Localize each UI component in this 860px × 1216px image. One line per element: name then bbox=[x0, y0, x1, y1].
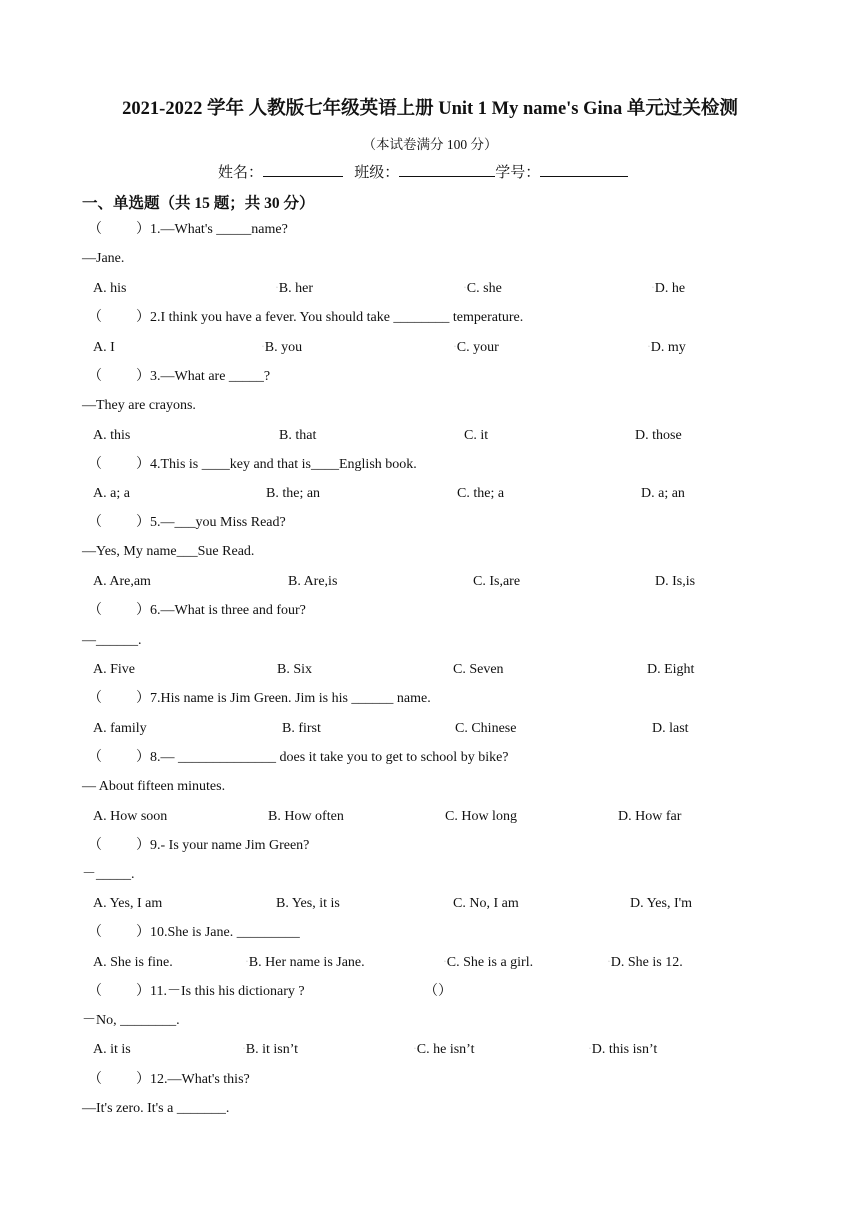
name-blank[interactable] bbox=[263, 162, 343, 177]
option-a[interactable]: A. Five bbox=[93, 662, 135, 677]
option-c[interactable]: C. the; a bbox=[457, 486, 505, 501]
question-8-stem: （ ）8.— ______________ does it take you to get to school by bike? bbox=[88, 750, 509, 765]
option-a[interactable]: A. it is bbox=[93, 1042, 131, 1057]
option-a[interactable]: A. this bbox=[93, 428, 131, 443]
option-c[interactable]: ▫C. your bbox=[454, 340, 499, 355]
option-a[interactable]: A. She is fine. bbox=[93, 955, 173, 970]
answer-paren[interactable]: （ bbox=[88, 984, 102, 999]
answer-paren[interactable]: （ bbox=[88, 691, 102, 706]
option-a[interactable]: A. his bbox=[93, 281, 127, 296]
option-c[interactable]: C. Is,are bbox=[473, 574, 521, 589]
section-heading: 一、单选题（共 15 题；共 30 分） bbox=[82, 195, 315, 212]
option-d[interactable]: D. Yes, I'm bbox=[630, 896, 693, 911]
option-d[interactable]: D. a; an bbox=[641, 486, 685, 501]
question-3-stem: （ ）3.—What are _____? bbox=[88, 369, 271, 384]
option-b[interactable]: B. How often bbox=[268, 809, 344, 824]
answer-paren[interactable]: （ bbox=[88, 1072, 102, 1087]
answer-paren[interactable]: （ bbox=[88, 925, 102, 940]
option-b[interactable]: B. first bbox=[282, 721, 321, 736]
answer-paren[interactable]: （ bbox=[88, 603, 102, 618]
option-c[interactable]: C. How long bbox=[445, 809, 517, 824]
answer-paren[interactable]: （ bbox=[88, 457, 102, 472]
question-6-reply: —______. bbox=[82, 633, 142, 648]
option-d[interactable]: D. How far bbox=[618, 809, 682, 824]
option-c[interactable]: C. Chinese bbox=[455, 721, 517, 736]
question-3-reply: —They are crayons. bbox=[82, 398, 196, 413]
option-c[interactable]: ▫C. he isn’t bbox=[414, 1042, 475, 1057]
score-note: （本试卷满分 100 分） bbox=[362, 137, 498, 152]
answer-paren[interactable]: （ bbox=[88, 838, 102, 853]
option-d[interactable]: ▫D. this isn’t bbox=[589, 1042, 658, 1057]
option-b[interactable]: ▫B. her bbox=[276, 281, 313, 296]
answer-paren[interactable]: （ bbox=[88, 515, 102, 530]
option-d[interactable]: D. last bbox=[652, 721, 689, 736]
student-id-blank[interactable] bbox=[540, 162, 628, 177]
question-11-answer-bracket[interactable]: （） bbox=[424, 984, 452, 999]
option-d[interactable]: D. Is,is bbox=[655, 574, 696, 589]
answer-paren[interactable]: （ bbox=[88, 222, 102, 237]
option-c[interactable]: ▫C. she bbox=[464, 281, 502, 296]
question-7-stem: （ ）7.His name is Jim Green. Jim is his ______ name. bbox=[88, 691, 431, 706]
option-a[interactable]: A. Are,am bbox=[93, 574, 151, 589]
question-10-stem: （ ）10.She is Jane. _________ bbox=[88, 925, 300, 940]
question-11-reply: －No, ________. bbox=[82, 1013, 180, 1028]
name-label: 姓名： bbox=[218, 165, 264, 181]
option-d[interactable]: ▫D. he bbox=[652, 281, 686, 296]
question-1-reply: —Jane. bbox=[82, 251, 125, 266]
option-d[interactable]: D. those bbox=[635, 428, 682, 443]
option-c[interactable]: C. Seven bbox=[453, 662, 504, 677]
question-4-stem: （ ）4.This is ____key and that is____English book. bbox=[88, 457, 417, 472]
option-a[interactable]: A. I bbox=[93, 340, 115, 355]
question-12-reply: —It's zero. It's a _______. bbox=[82, 1101, 230, 1116]
question-1-stem: （ ）1.—What's _____name? bbox=[88, 222, 288, 237]
student-info-line bbox=[218, 161, 628, 182]
option-a[interactable]: A. How soon bbox=[93, 809, 168, 824]
option-b[interactable]: ▫B. Her name is Jane. bbox=[246, 955, 365, 970]
option-b[interactable]: ▫B. it isn’t bbox=[243, 1042, 299, 1057]
option-a[interactable]: A. a; a bbox=[93, 486, 130, 501]
option-d[interactable]: ▫D. She is 12. bbox=[608, 955, 683, 970]
question-5-stem: （ ）5.—___you Miss Read? bbox=[88, 515, 286, 530]
class-label: 班级： bbox=[354, 165, 400, 181]
option-a[interactable]: A. family bbox=[93, 721, 147, 736]
option-c[interactable]: C. No, I am bbox=[453, 896, 519, 911]
option-d[interactable]: D. Eight bbox=[647, 662, 695, 677]
option-b[interactable]: B. Are,is bbox=[288, 574, 338, 589]
option-b[interactable]: ▫B. you bbox=[262, 340, 303, 355]
option-c[interactable]: C. it bbox=[464, 428, 489, 443]
page-title: 2021-2022 学年 人教版七年级英语上册 Unit 1 My name's Gina 单元过关检测 bbox=[122, 99, 738, 119]
student-id-label: 学号： bbox=[495, 165, 541, 181]
option-b[interactable]: B. the; an bbox=[266, 486, 321, 501]
option-d[interactable]: ▫D. my bbox=[648, 340, 686, 355]
class-blank[interactable] bbox=[399, 162, 495, 177]
question-9-stem: （ ）9.- Is your name Jim Green? bbox=[88, 838, 310, 853]
question-11-stem: （ ）11.－Is this his dictionary ? bbox=[88, 984, 305, 999]
option-b[interactable]: B. that bbox=[279, 428, 317, 443]
option-a[interactable]: A. Yes, I am bbox=[93, 896, 163, 911]
question-5-reply: —Yes, My name___Sue Read. bbox=[82, 544, 255, 559]
question-8-reply: — About fifteen minutes. bbox=[82, 779, 226, 794]
question-9-reply: －_____. bbox=[82, 867, 135, 882]
option-b[interactable]: B. Six bbox=[277, 662, 313, 677]
question-6-stem: （ ）6.—What is three and four? bbox=[88, 603, 306, 618]
answer-paren[interactable]: （ bbox=[88, 310, 102, 325]
answer-paren[interactable]: （ bbox=[88, 750, 102, 765]
answer-paren[interactable]: （ bbox=[88, 369, 102, 384]
question-12-stem: （ ）12.—What's this? bbox=[88, 1072, 250, 1087]
question-2-stem: （ ）2.I think you have a fever. You should take ________ temperature. bbox=[88, 310, 524, 325]
option-b[interactable]: B. Yes, it is bbox=[276, 896, 340, 911]
option-c[interactable]: ▫C. She is a girl. bbox=[444, 955, 534, 970]
